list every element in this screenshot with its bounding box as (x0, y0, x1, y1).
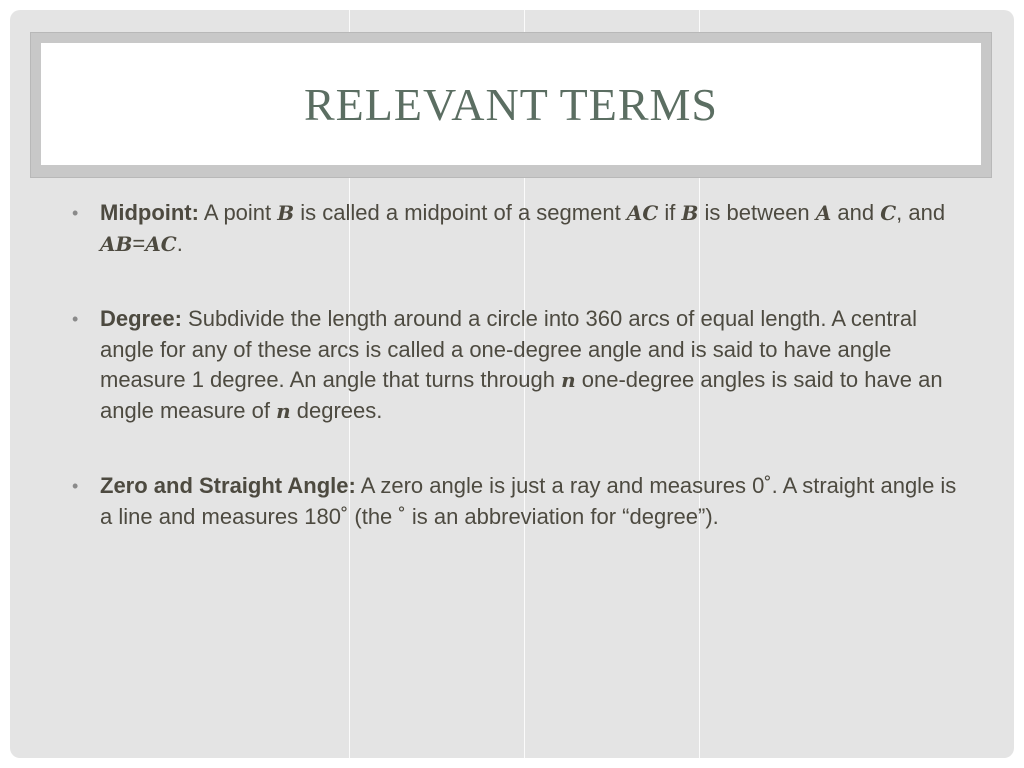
math-symbol: n (561, 368, 576, 392)
math-symbol: AC (145, 231, 177, 256)
title-box (41, 43, 981, 165)
bullet-term: Midpoint: (100, 200, 199, 225)
bullet-text: , and (896, 200, 946, 225)
bullet-term: Degree: (100, 306, 182, 331)
bullet-icon: • (72, 203, 79, 223)
bullet-item (70, 198, 960, 259)
bullet-text: degrees. (290, 397, 383, 423)
math-symbol: AC (626, 201, 659, 225)
math-symbol: AB (100, 231, 133, 256)
bullet-text: if (658, 200, 682, 225)
bullet-text: = (132, 230, 146, 256)
bullet-text: A zero angle is just a ray and measures 0˚. A straight angle is a line and measures 180˚ (the ˚ is an abbreviation for “degree”). (100, 473, 957, 529)
bullet-text: is called a midpoint of a segment (294, 200, 627, 225)
bullet-item (70, 304, 960, 426)
bullet-text: A point (198, 200, 278, 225)
math-symbol: C (880, 201, 897, 225)
bullet-term: Zero and Straight Angle: (100, 473, 356, 498)
title-frame (30, 32, 992, 178)
bullet-item (70, 471, 960, 532)
slide-title: RELEVANT TERMS (303, 78, 718, 130)
bullet-text: is between (698, 200, 816, 225)
math-symbol: B (277, 201, 295, 225)
bullet-icon: • (72, 476, 79, 496)
math-symbol: B (681, 201, 699, 225)
content-area (70, 198, 960, 577)
math-symbol: n (276, 398, 291, 423)
bullet-text: one-degree angles is said to have an angle measure of (100, 367, 943, 423)
math-symbol: A (815, 201, 832, 225)
bullet-text: and (831, 200, 881, 225)
slide (10, 10, 1014, 758)
bullet-text: Subdivide the length around a circle into 360 arcs of equal length. A central angle for any of these arcs is called a one-degree angle and is said to have angle measure 1 degree. An angle that turns through (100, 306, 917, 392)
bullet-text: . (176, 230, 183, 256)
bullet-icon: • (72, 309, 79, 329)
